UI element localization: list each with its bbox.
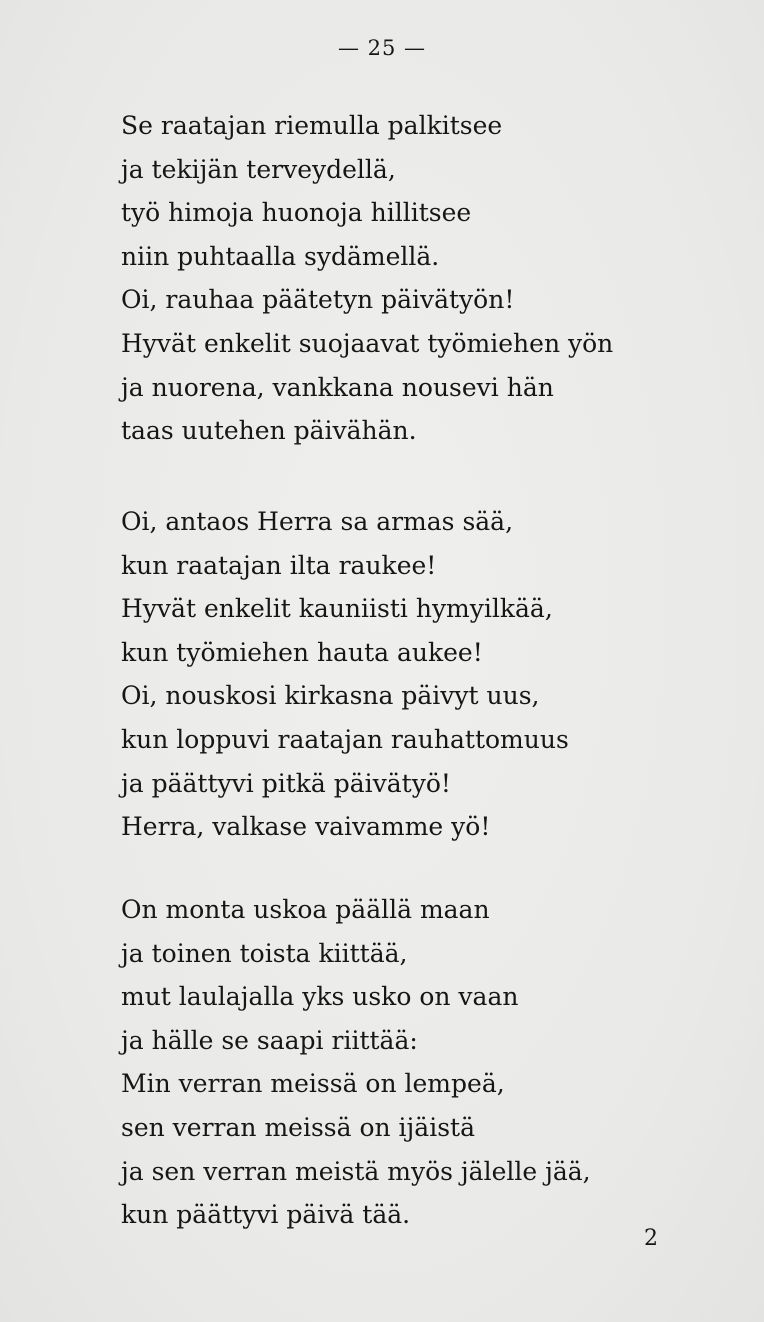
- verse-line: On monta uskoa päällä maan: [121, 895, 490, 924]
- verse-line: niin puhtaalla sydämellä.: [121, 241, 440, 271]
- verse-line: ja päättyvi pitkä päivätyö!: [121, 768, 451, 798]
- verse-line: Herra, valkase vaivamme yö!: [121, 812, 491, 842]
- verse-line: ja toinen toista kiittää,: [121, 938, 408, 968]
- verse-line: ja hälle se saapi riittää:: [121, 1025, 418, 1055]
- verse-line: mut laulajalla yks usko on vaan: [121, 982, 519, 1012]
- verse-line: sen verran meissä on ijäistä: [121, 1112, 475, 1142]
- verse-line: Oi, antaos Herra sa armas sää,: [121, 507, 514, 536]
- verse-line: työ himoja huonoja hillitsee: [121, 198, 472, 228]
- verse-line: Min verran meissä on lempeä,: [121, 1069, 505, 1099]
- verse-line: kun loppuvi raatajan rauhattomuus: [121, 724, 569, 754]
- verse-line: taas uutehen päivähän.: [121, 416, 417, 446]
- verse-line: Se raatajan riemulla palkitsee: [121, 111, 503, 140]
- stanza-2: [121, 500, 569, 849]
- signature-mark: 2: [644, 1226, 658, 1251]
- verse-line: kun raatajan ilta raukee!: [121, 550, 437, 580]
- verse-line: Oi, rauhaa päätetyn päivätyön!: [121, 285, 515, 315]
- verse-line: Hyvät enkelit kauniisti hymyilkää,: [121, 594, 553, 624]
- verse-line: ja nuorena, vankkana nousevi hän: [121, 372, 554, 402]
- stanza-1: [121, 104, 613, 453]
- verse-line: ja sen verran meistä myös jälelle jää,: [121, 1156, 591, 1186]
- verse-line: kun päättyvi päivä tää.: [121, 1200, 411, 1230]
- verse-line: Hyvät enkelit suojaavat työmiehen yön: [121, 328, 614, 358]
- verse-line: Oi, nouskosi kirkasna päivyt uus,: [121, 681, 540, 711]
- verse-line: kun työmiehen hauta aukee!: [121, 637, 483, 667]
- verse-line: ja tekijän terveydellä,: [121, 154, 396, 184]
- page-number: — 25 —: [337, 36, 427, 60]
- stanza-3: [121, 888, 591, 1237]
